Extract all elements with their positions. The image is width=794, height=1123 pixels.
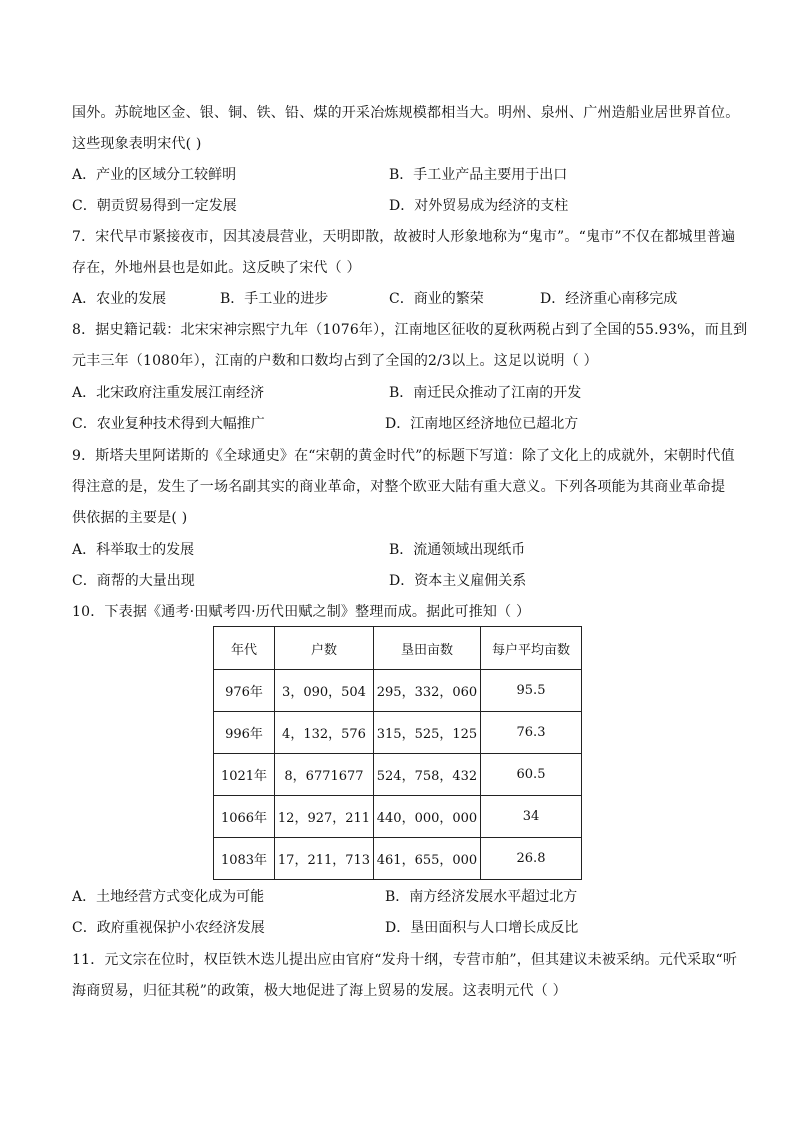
- intro-line-2: 这些现象表明宋代( ): [72, 136, 202, 152]
- table-cell: 3，090，504: [275, 670, 374, 712]
- q8-stem-line-2: 元丰三年（1080年），江南的户数和口数均占到了全国的2/3以上。这足以说明（ ）: [72, 353, 598, 369]
- q7-stem-line-1: 7．宋代早市紧接夜市，因其凌晨营业，天明即散，故被时人形象地称为“鬼市”。“鬼市”不仅在都城里普遍: [72, 229, 736, 245]
- table-header-cell: 年代: [214, 627, 275, 670]
- data-table: [213, 626, 582, 880]
- q7-option-b: B．手工业的进步: [220, 291, 329, 307]
- table-cell: 8，6771677: [275, 754, 374, 796]
- table-cell: 12，927，211: [275, 796, 374, 838]
- q7-option-c: C．商业的繁荣: [389, 291, 484, 307]
- table-cell: 996年: [214, 712, 275, 754]
- table-cell: 524，758，432: [374, 754, 481, 796]
- table-header-cell: 垦田亩数: [374, 627, 481, 670]
- q8-option-b: B．南迁民众推动了江南的开发: [389, 385, 582, 401]
- q7-option-d: D．经济重心南移完成: [540, 291, 678, 307]
- q6-option-b: B．手工业产品主要用于出口: [389, 167, 568, 183]
- q9-stem-line-1: 9．斯塔夫里阿诺斯的《全球通史》在“宋朝的黄金时代”的标题下写道：除了文化上的成就外，宋朝时代值: [72, 448, 735, 464]
- q10-option-c: C．政府重视保护小农经济发展: [72, 920, 265, 936]
- q7-option-a: A．农业的发展: [72, 291, 167, 307]
- table-cell: 1066年: [214, 796, 275, 838]
- q6-option-a: A．产业的区域分工较鲜明: [72, 167, 237, 183]
- table-cell: 4，132，576: [275, 712, 374, 754]
- q9-option-d: D．资本主义雇佣关系: [389, 573, 527, 589]
- table-row: [214, 754, 582, 796]
- q7-stem-line-2: 存在，外地州县也是如此。这反映了宋代（ ）: [72, 260, 361, 276]
- table-cell: 95.5: [481, 670, 582, 712]
- table-row: [214, 712, 582, 754]
- q6-option-c: C．朝贡贸易得到一定发展: [72, 198, 237, 214]
- q10-option-a: A．土地经营方式变化成为可能: [72, 889, 265, 905]
- table-cell: 1021年: [214, 754, 275, 796]
- q10-stem-line-1: 10．下表据《通考·田赋考四·历代田赋之制》整理而成。据此可推知（ ）: [72, 604, 531, 620]
- q9-stem-line-2: 得注意的是，发生了一场名副其实的商业革命，对整个欧亚大陆有重大意义。下列各项能为其商业革命提: [72, 479, 726, 495]
- q6-option-d: D．对外贸易成为经济的支柱: [389, 198, 569, 214]
- table-header-cell: 户数: [275, 627, 374, 670]
- table-row: [214, 670, 582, 712]
- table-header-row: [214, 627, 582, 670]
- q11-stem-line-2: 海商贸易，归征其税”的政策，极大地促进了海上贸易的发展。这表明元代（ ）: [72, 983, 567, 999]
- table-cell: 60.5: [481, 754, 582, 796]
- q10-option-b: B．南方经济发展水平超过北方: [385, 889, 578, 905]
- q9-stem-line-3: 供依据的主要是( ): [72, 510, 188, 526]
- q11-stem-line-1: 11．元文宗在位时，权臣铁木迭儿提出应由官府“发舟十纲，专营市舶”，但其建议未被采纳。元代采取“听: [72, 952, 738, 968]
- q9-option-b: B．流通领域出现纸币: [389, 542, 526, 558]
- table-row: [214, 796, 582, 838]
- table-cell: 440，000，000: [374, 796, 481, 838]
- table-cell: 461，655，000: [374, 838, 481, 880]
- table-row: [214, 838, 582, 880]
- table-cell: 976年: [214, 670, 275, 712]
- table-cell: 26.8: [481, 838, 582, 880]
- q9-option-a: A．科举取士的发展: [72, 542, 195, 558]
- table-cell: 17，211，713: [275, 838, 374, 880]
- table-cell: 295，332，060: [374, 670, 481, 712]
- table-cell: 1083年: [214, 838, 275, 880]
- q9-option-c: C．商帮的大量出现: [72, 573, 195, 589]
- q8-option-c: C．农业复种技术得到大幅推广: [72, 416, 265, 432]
- table-cell: 34: [481, 796, 582, 838]
- table-cell: 315，525，125: [374, 712, 481, 754]
- intro-line-1: 国外。苏皖地区金、银、铜、铁、铅、煤的开采冶炼规模都相当大。明州、泉州、广州造船业居世界首位。: [72, 105, 740, 121]
- q10-option-d: D．垦田面积与人口增长成反比: [385, 920, 579, 936]
- q8-option-d: D．江南地区经济地位已超北方: [385, 416, 579, 432]
- table-cell: 76.3: [481, 712, 582, 754]
- q8-stem-line-1: 8．据史籍记载：北宋宋神宗熙宁九年（1076年），江南地区征收的夏秋两税占到了全国的55.93%，而且到: [72, 322, 748, 338]
- table-header-cell: 每户平均亩数: [481, 627, 582, 670]
- q8-option-a: A．北宋政府注重发展江南经济: [72, 385, 265, 401]
